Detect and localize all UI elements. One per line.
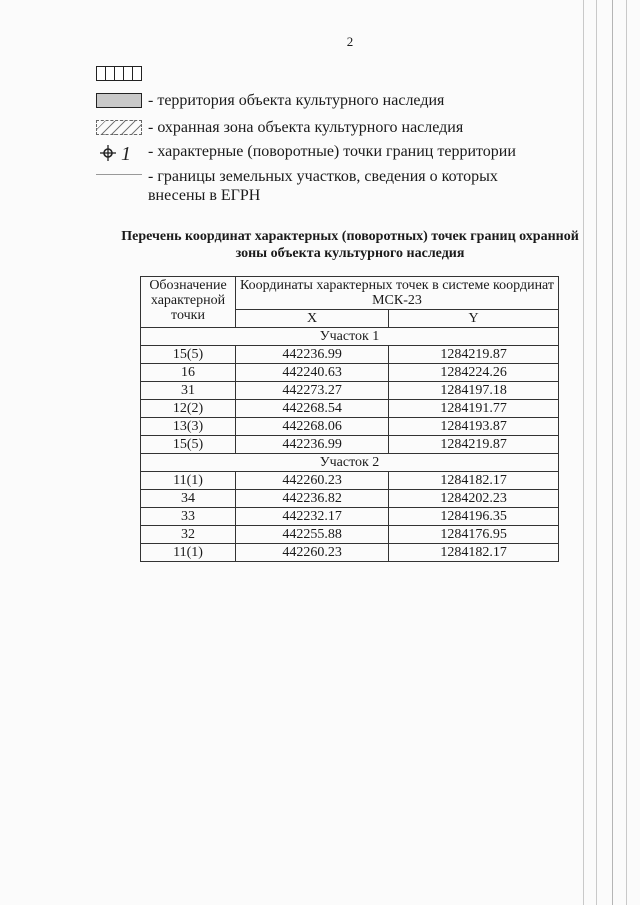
point-id-cell: 11(1) <box>141 472 236 490</box>
table-row <box>141 382 559 400</box>
legend-text-continued: внесены в ЕГРН <box>148 187 261 204</box>
x-coordinate-cell: 442236.99 <box>236 346 389 364</box>
x-coordinate-cell: 442273.27 <box>236 382 389 400</box>
table-row <box>141 400 559 418</box>
point-id-cell: 15(5) <box>141 436 236 454</box>
point-designation-header: Обозначение характерной точки <box>141 277 236 328</box>
scan-edge-line <box>626 0 627 905</box>
table-row <box>141 544 559 562</box>
table-row <box>141 418 559 436</box>
list-title <box>0 228 640 262</box>
hatched-symbol <box>96 120 142 135</box>
point-id-cell: 12(2) <box>141 400 236 418</box>
point-id-cell: 34 <box>141 490 236 508</box>
table-row <box>141 436 559 454</box>
legend-item-land-plots <box>96 167 498 205</box>
y-coordinate-cell: 1284202.23 <box>389 490 559 508</box>
y-coordinate-cell: 1284176.95 <box>389 526 559 544</box>
x-coordinate-cell: 442236.82 <box>236 490 389 508</box>
point-id-cell: 13(3) <box>141 418 236 436</box>
section-row <box>141 328 559 346</box>
x-coordinate-cell: 442268.54 <box>236 400 389 418</box>
y-coordinate-cell: 1284197.18 <box>389 382 559 400</box>
x-coordinate-cell: 442260.23 <box>236 544 389 562</box>
point-id-cell: 15(5) <box>141 346 236 364</box>
table-row <box>141 526 559 544</box>
point-id-cell: 33 <box>141 508 236 526</box>
y-coordinate-cell: 1284182.17 <box>389 472 559 490</box>
legend-text: - границы земельных участков, сведения о которых <box>148 168 498 185</box>
legend-text: - характерные (поворотные) точки границ территории <box>148 143 516 160</box>
table-row <box>141 472 559 490</box>
legend-text: - территория объекта культурного наследия <box>148 92 445 109</box>
point-marker-icon <box>96 142 142 162</box>
list-title-line1: Перечень координат характерных (поворотных) точек границ охранной <box>121 229 579 244</box>
x-header: X <box>236 310 389 328</box>
y-coordinate-cell: 1284196.35 <box>389 508 559 526</box>
table-row <box>141 508 559 526</box>
vertical-bars-symbol <box>96 66 142 81</box>
coordinates-table <box>140 276 559 562</box>
x-coordinate-cell: 442240.63 <box>236 364 389 382</box>
page-number: 2 <box>346 34 354 49</box>
y-coordinate-cell: 1284182.17 <box>389 544 559 562</box>
y-coordinate-cell: 1284219.87 <box>389 436 559 454</box>
section-title: Участок 2 <box>141 454 559 472</box>
section-row <box>141 454 559 472</box>
point-id-cell: 11(1) <box>141 544 236 562</box>
x-coordinate-cell: 442260.23 <box>236 472 389 490</box>
x-coordinate-cell: 442236.99 <box>236 436 389 454</box>
legend-item-protection-zone <box>96 118 463 137</box>
y-header: Y <box>389 310 559 328</box>
legend-item-boundary-symbol <box>96 66 142 81</box>
scan-edge-line <box>596 0 597 905</box>
legend-item-points <box>96 142 516 162</box>
legend-item-territory <box>96 91 444 110</box>
scan-edge-line <box>612 0 613 905</box>
x-coordinate-cell: 442268.06 <box>236 418 389 436</box>
list-title-line2: зоны объекта культурного наследия <box>235 246 465 261</box>
table-row <box>141 490 559 508</box>
x-coordinate-cell: 442232.17 <box>236 508 389 526</box>
point-id-cell: 16 <box>141 364 236 382</box>
thin-line-symbol <box>96 168 142 178</box>
table-row <box>141 364 559 382</box>
y-coordinate-cell: 1284224.26 <box>389 364 559 382</box>
point-id-cell: 31 <box>141 382 236 400</box>
x-coordinate-cell: 442255.88 <box>236 526 389 544</box>
section-title: Участок 1 <box>141 328 559 346</box>
legend-text: - охранная зона объекта культурного наследия <box>148 119 464 136</box>
y-coordinate-cell: 1284191.77 <box>389 400 559 418</box>
point-id-cell: 32 <box>141 526 236 544</box>
y-coordinate-cell: 1284219.87 <box>389 346 559 364</box>
gray-fill-symbol <box>96 93 142 108</box>
point-marker-label: 1 <box>121 143 131 164</box>
coordinates-header: Координаты характерных точек в системе координат МСК-23 <box>236 277 559 310</box>
table-body <box>141 328 559 562</box>
table-row <box>141 346 559 364</box>
scan-edge-line <box>583 0 584 905</box>
y-coordinate-cell: 1284193.87 <box>389 418 559 436</box>
